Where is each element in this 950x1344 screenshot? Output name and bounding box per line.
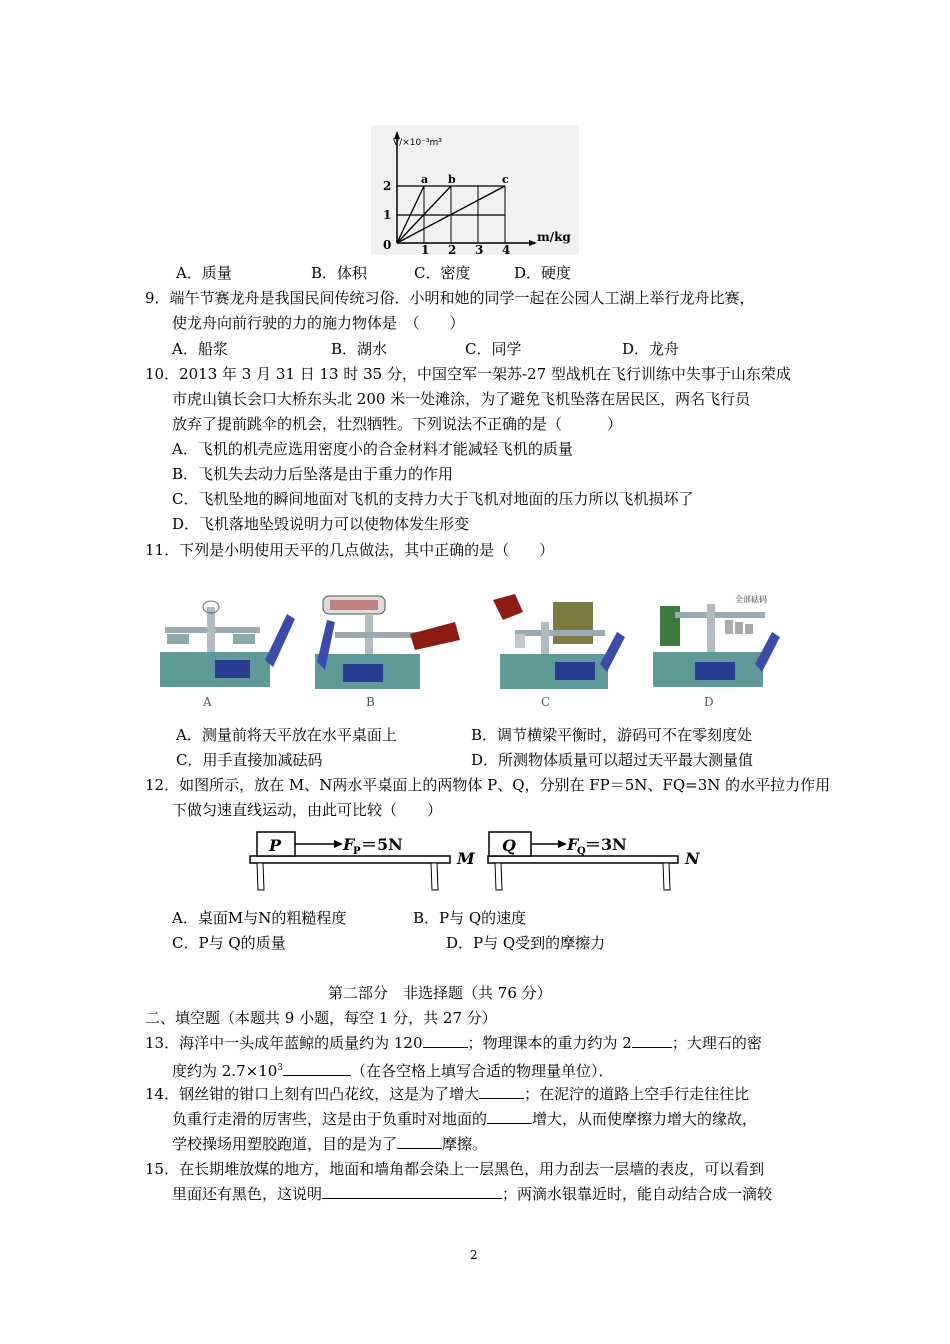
y-tick-2: 2	[383, 179, 392, 193]
q14-line3	[172, 1133, 487, 1155]
y-tick-0: 0	[383, 238, 392, 252]
block-p-label: P	[269, 836, 282, 855]
q13-text-1: 13．海洋中一头成年蓝鲸的质量约为 120	[145, 1034, 423, 1052]
force-p-value: ＝5N	[361, 835, 403, 854]
friction-figure	[245, 826, 710, 896]
q14-blank-1[interactable]	[479, 1098, 524, 1099]
q10-stem-line2: 市虎山镇长会口大桥东头北 200 米一处滩涂，为了避免飞机坠落在居民区，两名飞行员	[172, 390, 751, 408]
q15-line2	[172, 1183, 772, 1205]
x-tick-4: 4	[502, 243, 511, 255]
q10-option-c: C．飞机坠地的瞬间地面对飞机的支持力大于飞机对地面的压力所以飞机损坏了	[172, 490, 694, 508]
force-p-sub: P	[353, 846, 361, 857]
section-fill-in-heading: 二、填空题（本题共 9 小题，每空 1 分，共 27 分）	[145, 1009, 497, 1027]
q14-text-5: 学校操场用塑胶跑道，目的是为了	[172, 1135, 398, 1153]
table-m-label: M	[457, 849, 475, 868]
q13-line2	[172, 1057, 614, 1082]
balance-b-label: B	[366, 695, 375, 709]
q13-exponent: 3	[277, 1063, 284, 1073]
q12-option-d: D．P与 Q受到的摩擦力	[446, 934, 606, 952]
q8-option-a: A．质量	[176, 264, 232, 282]
force-q-value: ＝3N	[585, 835, 627, 854]
q13-blank-3[interactable]	[283, 1075, 351, 1076]
q12-stem-line1: 12．如图所示，放在 M、N两水平桌面上的两物体 P、Q，分别在 FP＝5N、FQ=3N 的水平拉力作用	[145, 776, 831, 794]
q13-text-5: （在各空格上填写合适的物理量单位）．	[351, 1062, 614, 1080]
q15-text-2: ；两滴水银靠近时，能自动结合成一滴较	[502, 1185, 773, 1203]
q10-option-a: A．飞机的机壳应选用密度小的合金材料才能减轻飞机的质量	[172, 440, 573, 458]
q9-option-c: C．同学	[465, 340, 522, 358]
q8-option-d: D．硬度	[514, 264, 572, 282]
point-c-label: c	[502, 173, 509, 186]
q14-text-2: ；在泥泞的道路上空手行走往往比	[524, 1085, 750, 1103]
q9-stem-line1: 9．端午节赛龙舟是我国民间传统习俗．小明和她的同学一起在公园人工湖上举行龙舟比赛，	[145, 289, 755, 307]
balance-figures	[155, 592, 795, 717]
q11-option-c: C．用手直接加减砝码	[176, 751, 323, 769]
q8-option-b: B．体积	[311, 264, 368, 282]
q10-stem-line1: 10．2013 年 3 月 31 日 13 时 35 分，中国空军一架苏-27 型战机在飞行训练中失事于山东荣成	[145, 365, 791, 383]
q13-blank-2[interactable]	[632, 1047, 672, 1048]
balance-svg	[155, 592, 795, 717]
q14-blank-2[interactable]	[487, 1123, 532, 1124]
q10-option-d: D．飞机落地坠毁说明力可以使物体发生形变	[172, 515, 470, 533]
q11-option-a: A．测量前将天平放在水平桌面上	[176, 726, 397, 744]
x-axis-label: m/kg	[537, 230, 571, 244]
x-tick-2: 2	[448, 243, 457, 255]
point-b-label: b	[448, 173, 456, 186]
x-tick-1: 1	[421, 243, 430, 255]
q10-option-b: B．飞机失去动力后坠落是由于重力的作用	[172, 465, 454, 483]
q14-text-3: 负重行走滑的厉害些，这是由于负重时对地面的	[172, 1110, 488, 1128]
balance-c-label: C	[541, 695, 551, 709]
q13-text-4: 度约为 2.7×10	[172, 1062, 278, 1080]
q14-line1	[145, 1083, 749, 1105]
q11-option-d: D．所测物体质量可以超过天平最大测量值	[471, 751, 754, 769]
q12-option-c: C．P与 Q的质量	[172, 934, 286, 952]
friction-svg	[245, 826, 710, 896]
table-m	[250, 856, 450, 863]
table-n-label: N	[685, 849, 700, 868]
q14-blank-3[interactable]	[397, 1148, 442, 1149]
q14-text-1: 14．钢丝钳的钳口上刻有凹凸花纹，这是为了增大	[145, 1085, 480, 1103]
balance-a-label: A	[203, 695, 212, 709]
balance-a-image	[160, 601, 295, 709]
q13-line1	[145, 1032, 762, 1054]
density-graph	[371, 125, 579, 255]
q9-stem-line2: 使龙舟向前行驶的力的施力物体是 （ ）	[172, 314, 465, 332]
graph-svg	[371, 125, 579, 255]
part2-title: 第二部分 非选择题（共 76 分）	[328, 984, 552, 1002]
q12-option-a: A．桌面M与N的粗糙程度	[172, 909, 347, 927]
table-n	[488, 856, 678, 863]
balance-b-image	[315, 596, 460, 709]
all-weights-note: 全部砝码	[735, 595, 767, 604]
q9-option-b: B．湖水	[331, 340, 388, 358]
q15-line1: 15．在长期堆放煤的地方，地面和墙角都会染上一层黑色，用力刮去一层墙的表皮，可以看到	[145, 1160, 765, 1178]
q8-option-c: C．密度	[414, 264, 471, 282]
force-q-symbol: F	[567, 835, 579, 854]
balance-c-image	[493, 594, 625, 709]
force-p-symbol: F	[343, 835, 355, 854]
balance-d-image	[653, 594, 780, 709]
q13-blank-1[interactable]	[423, 1047, 468, 1048]
q11-stem: 11．下列是小明使用天平的几点做法，其中正确的是（ ）	[145, 541, 555, 559]
q14-text-4: 增大，从而使摩擦力增大的缘故，	[532, 1110, 758, 1128]
q12-option-b: B．P与 Q的速度	[413, 909, 527, 927]
x-tick-3: 3	[475, 243, 484, 255]
q15-text-1: 里面还有黑色，这说明	[172, 1185, 323, 1203]
balance-d-label: D	[704, 695, 714, 709]
q10-stem-line3: 放弃了提前跳伞的机会，壮烈牺牲。下列说法不正确的是（ ）	[172, 415, 623, 433]
q13-text-3: ；大理石的密	[671, 1034, 762, 1052]
q15-blank-1[interactable]	[322, 1198, 502, 1199]
q9-option-a: A．船浆	[172, 340, 228, 358]
block-q-label: Q	[502, 836, 516, 855]
force-q-sub: Q	[577, 846, 586, 857]
page-number: 2	[470, 1248, 478, 1262]
y-axis-label: V/×10⁻³m³	[393, 138, 442, 148]
y-tick-1: 1	[383, 208, 392, 222]
q14-line2	[172, 1108, 757, 1130]
q11-option-b: B．调节横梁平衡时，游码可不在零刻度处	[471, 726, 753, 744]
q14-text-6: 摩擦。	[442, 1135, 488, 1153]
q9-option-d: D．龙舟	[622, 340, 680, 358]
q12-stem-line2: 下做匀速直线运动，由此可比较（ ）	[172, 801, 443, 819]
point-a-label: a	[421, 173, 429, 186]
q13-text-2: ；物理课本的重力约为 2	[467, 1034, 632, 1052]
